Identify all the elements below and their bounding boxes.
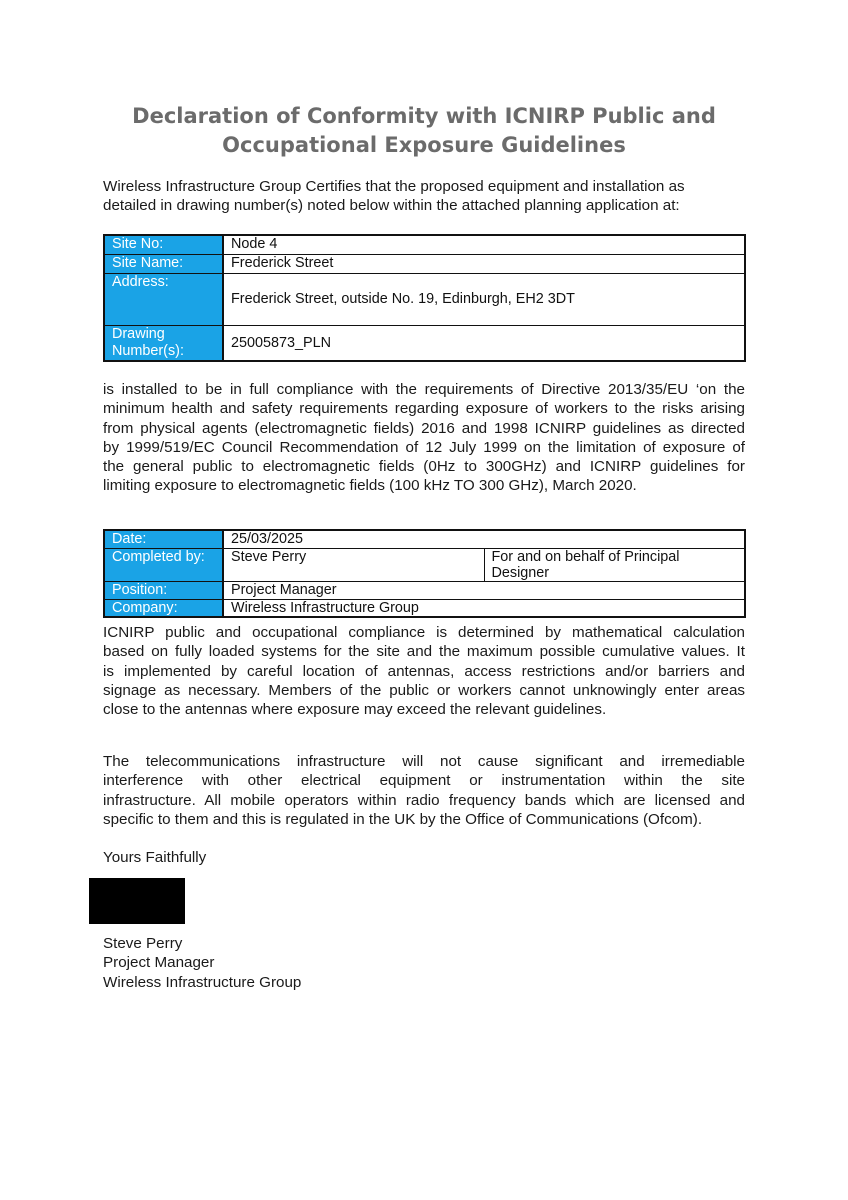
table-row	[104, 581, 745, 599]
telecom-line: The telecommunications infrastructure will not cause significant and irremediable	[103, 753, 745, 770]
signatory-company: Wireless Infrastructure Group	[103, 973, 302, 991]
address-value: Frederick Street, outside No. 19, Edinburgh, EH2 3DT	[223, 273, 745, 325]
company-label: Company:	[104, 599, 223, 617]
drawing-number-label	[104, 325, 223, 361]
address-label: Address:	[104, 273, 223, 325]
table-row	[104, 325, 745, 361]
site-details-table	[103, 234, 746, 362]
icnirp-line: ICNIRP public and occupational compliance is determined by mathematical calculation	[103, 624, 745, 641]
intro-paragraph	[103, 177, 745, 216]
signatory-block	[103, 934, 745, 992]
site-no-label: Site No:	[104, 235, 223, 254]
compliance-line: minimum health and safety requirements regarding exposure of workers to the risks arising	[103, 400, 745, 418]
on-behalf-text: For and on behalf of Principal Designer	[484, 548, 745, 581]
completed-by-label: Completed by:	[104, 548, 223, 581]
intro-line-2: detailed in drawing number(s) noted below within the attached planning application at:	[103, 197, 680, 215]
compliance-paragraph	[103, 380, 745, 496]
position-value: Project Manager	[223, 581, 745, 599]
site-no-value: Node 4	[223, 235, 745, 254]
title-line-2: Occupational Exposure Guidelines	[222, 133, 626, 157]
site-name-label: Site Name:	[104, 254, 223, 273]
site-name-value: Frederick Street	[223, 254, 745, 273]
compliance-line: limiting exposure to electromagnetic fields (100 kHz TO 300 GHz), March 2020.	[103, 477, 637, 495]
intro-line-1: Wireless Infrastructure Group Certifies that the proposed equipment and installation as	[103, 178, 685, 195]
telecom-paragraph	[103, 752, 745, 829]
drawing-number-value: 25005873_PLN	[223, 325, 745, 361]
icnirp-paragraph	[103, 623, 745, 719]
table-row	[104, 254, 745, 273]
page-title	[103, 102, 745, 160]
signatory-name: Steve Perry	[103, 935, 183, 952]
drawing-label-line-2: Number(s):	[112, 342, 184, 359]
completed-by-value: Steve Perry	[223, 548, 484, 581]
table-row	[104, 548, 745, 581]
table-row	[104, 235, 745, 254]
telecom-line: specific to them and this is regulated in the UK by the Office of Communications (Ofcom).	[103, 810, 703, 828]
closing-text: Yours Faithfully	[103, 849, 207, 866]
closing	[103, 848, 745, 867]
table-row	[104, 599, 745, 617]
position-label: Position:	[104, 581, 223, 599]
compliance-line: the general public to electromagnetic fields (0Hz to 300GHz) and ICNIRP guidelines for	[103, 458, 745, 476]
title-line-1: Declaration of Conformity with ICNIRP Public and	[132, 104, 716, 128]
compliance-line: from physical agents (electromagnetic fields) 2016 and 1998 ICNIRP guidelines as directed	[103, 419, 745, 437]
table-row	[104, 530, 745, 548]
icnirp-line: based on fully loaded systems for the site and the maximum possible cumulative values. It	[103, 643, 745, 661]
date-value: 25/03/2025	[223, 530, 745, 548]
telecom-line: interference with other electrical equipment or instrumentation within the site	[103, 772, 745, 790]
signatory-role: Project Manager	[103, 954, 215, 972]
compliance-line: is installed to be in full compliance with the requirements of Directive 2013/35/EU ‘on the	[103, 381, 745, 398]
compliance-line: by 1999/519/EC Council Recommendation of 12 July 1999 on the limitation of exposure of	[103, 438, 745, 456]
signoff-table	[103, 529, 746, 618]
telecom-line: infrastructure. All mobile operators within radio frequency bands which are licensed and	[103, 791, 745, 809]
table-row	[104, 273, 745, 325]
icnirp-line: close to the antennas where exposure may exceed the relevant guidelines.	[103, 701, 607, 719]
drawing-label-line-1: Drawing	[112, 325, 165, 342]
icnirp-line: is implemented by careful location of antennas, access restrictions and/or barriers and	[103, 662, 745, 680]
company-value: Wireless Infrastructure Group	[223, 599, 745, 617]
icnirp-line: signage as necessary. Members of the public or workers cannot unknowingly enter areas	[103, 681, 745, 699]
date-label: Date:	[104, 530, 223, 548]
redacted-signature	[89, 878, 185, 924]
